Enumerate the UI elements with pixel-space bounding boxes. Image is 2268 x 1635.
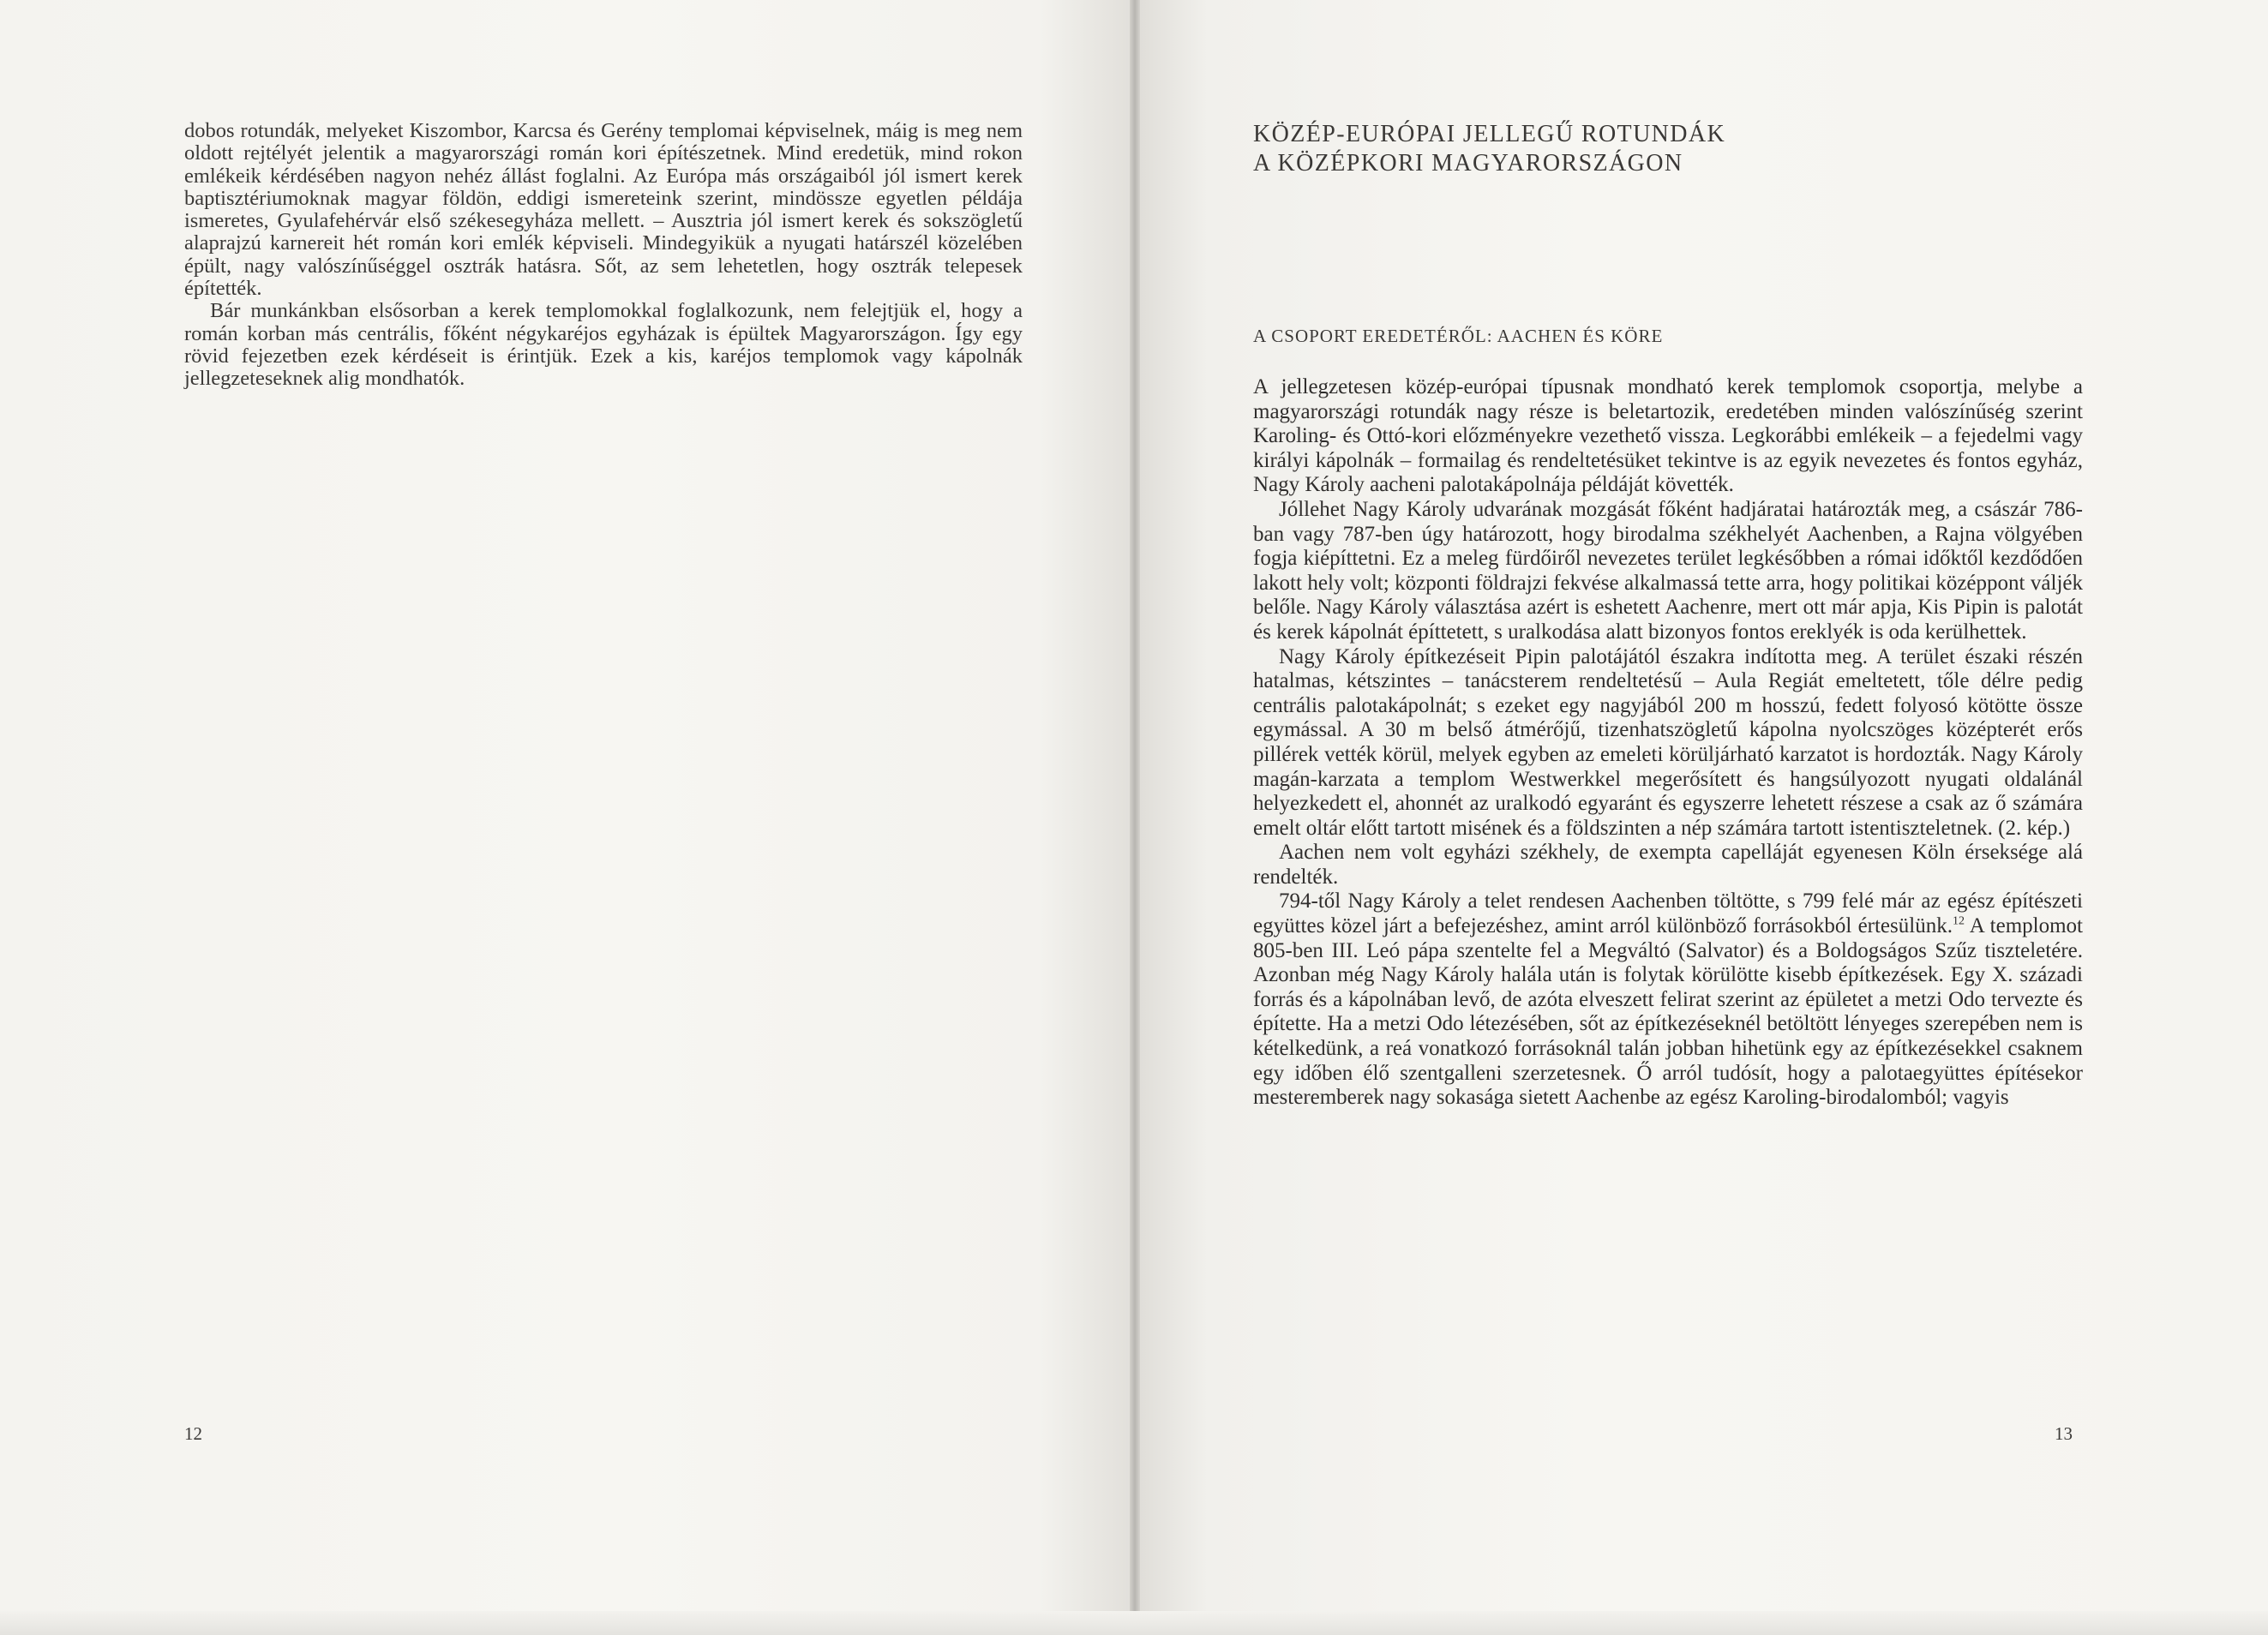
- left-page-body: [184, 120, 1023, 391]
- chapter-title: [1253, 120, 2025, 178]
- scan-bottom-edge: [0, 1611, 2268, 1635]
- book-gutter: [1130, 0, 1140, 1635]
- left-page: [0, 0, 1130, 1635]
- right-paragraph-2: Jóllehet Nagy Károly udvarának mozgását főként hadjáratai határozták meg, a császár 786-ban vagy 787-ben úgy határozott, hogy birodalma székhelyét Aachenben, a Rajna völgyében fogja kiépíttetni. Ez a meleg fürdőiről nevezetes terület legkésőbben a római időktől kezdődően lakott hely volt; központi földrajzi fekvése alkalmassá tette arra, hogy politikai középpont váljék belőle. Nagy Károly választása azért is eshetett Aachenre, mert ott már apja, Kis Pipin is palotát és kerek kápolnát építtetett, s uralkodása alatt bizonyos fontos ereklyék is oda kerülhettek.: [1253, 497, 2083, 644]
- footnote-marker: 12: [1952, 914, 1965, 928]
- right-paragraph-4: Aachen nem volt egyházi székhely, de exempta capelláját egyenesen Köln érseksége alá rendelték.: [1253, 841, 2083, 889]
- paragraph-5-text-before-note: 794-től Nagy Károly a telet rendesen Aachenben töltötte, s 799 felé már az egész építészeti együttes közel járt a befejezéshez, amint arról különböző forrásokból értesülünk.: [1253, 889, 2083, 938]
- section-heading: A CSOPORT EREDETÉRŐL: AACHEN ÉS KÖRE: [1253, 326, 1664, 346]
- right-paragraph-3: Nagy Károly építkezéseit Pipin palotájától északra indította meg. A terület északi részén hatalmas, kétszintes – tanácsterem rendeltetésű – Aula Regiát emeltetett, tőle délre pedig centrális palotakápolnát; s ezeket egy nagyjából 200 m hosszú, fedett folyosó kötötte össze egymással. A 30 m belső átmérőjű, tizenhatszögletű kápolna nyolcszöges középterét erős pillérek vették körül, melyek egyben az emeleti körüljárható karzatot is hordozták. Nagy Károly magán-karzata a templom Westwerkkel megerősített és hangsúlyozott nyugati oldalánál helyezkedett el, ahonnét az uralkodó egyaránt és egyszerre lehetett részese a csak az ő számára emelt oltár előtt tartott misének és a földszinten a nép számára tartott istentiszteletnek. (2. kép.): [1253, 644, 2083, 840]
- paragraph-5-text-after-note: A templomot 805-ben III. Leó pápa szentelte fel a Megváltó (Salvator) és a Boldogságos Szűz tiszteletére. Azonban még Nagy Károly halála után is folytak körülötte kisebb építkezések. Egy X. századi forrás és a kápolnában levő, de azóta elveszett felirat szerint az épületet a metzi Odo tervezte és építette. Ha a metzi Odo létezésében, sőt az építkezéseknél betöltött lényeges szerepében nem is kételkedünk, a reá vonatkozó forrásoknál talán jobban hihetünk egy az építkezésekkel csaknem egy időben élő szentgalleni szerzetesnek. Ő arról tudósít, hogy a palotaegyüttes építésekor mesteremberek nagy sokasága sietett Aachenbe az egész Karoling-birodalomból; vagyis: [1253, 914, 2083, 1110]
- page-number-left: 12: [184, 1423, 202, 1444]
- right-paragraph-5: [1253, 889, 2083, 1110]
- left-paragraph-1: dobos rotundák, melyeket Kiszombor, Karcsa és Gerény templomai képviselnek, máig is meg nem oldott rejtélyét jelentik a magyarországi román kori építészetnek. Mind eredetük, mind rokon emlékeik kérdésében nagyon nehéz állást foglalni. Az Európa más országaiból jól ismert kerek baptisztériumoknak magyar földön, eddigi ismereteink szerint, mindössze egyetlen példája ismeretes, Gyulafehérvár első székesegyháza mellett. – Ausztria jól ismert kerek és sokszögletű alaprajzú karnereit hét román kori emlék képviseli. Mindegyikük a nyugati határszél közelében épült, nagy valószínűséggel osztrák hatásra. Sőt, az sem lehetetlen, hogy osztrák telepesek építették.: [184, 119, 1023, 301]
- chapter-title-line-2: A KÖZÉPKORI MAGYARORSZÁGON: [1253, 150, 1683, 177]
- chapter-title-line-1: KÖZÉP-EURÓPAI JELLEGŰ ROTUNDÁK: [1253, 121, 1726, 147]
- page-number-right: 13: [2055, 1423, 2073, 1444]
- right-page-body: [1253, 375, 2083, 1111]
- right-paragraph-1: A jellegzetesen közép-európai típusnak mondható kerek templomok csoportja, melybe a magyarországi rotundák nagy része is beletartozik, eredetében minden valószínűség szerint Karoling- és Ottó-kori előzményekre vezethető vissza. Legkorábbi emlékeik – a fejedelmi vagy királyi kápolnák – formailag és rendeltetésüket tekintve is az egyik nevezetes és fontos egyház, Nagy Károly aacheni palotakápolnája példáját követték.: [1253, 375, 2083, 497]
- left-paragraph-2: Bár munkánkban elsősorban a kerek templomokkal foglalkozunk, nem felejtjük el, hogy a román korban más centrális, főként négykaréjos egyházak is épültek Magyarországon. Így egy rövid fejezetben ezek kérdéseit is érintjük. Ezek a kis, karéjos templomok vagy kápolnák jellegzeteseknek alig mondhatók.: [184, 299, 1023, 391]
